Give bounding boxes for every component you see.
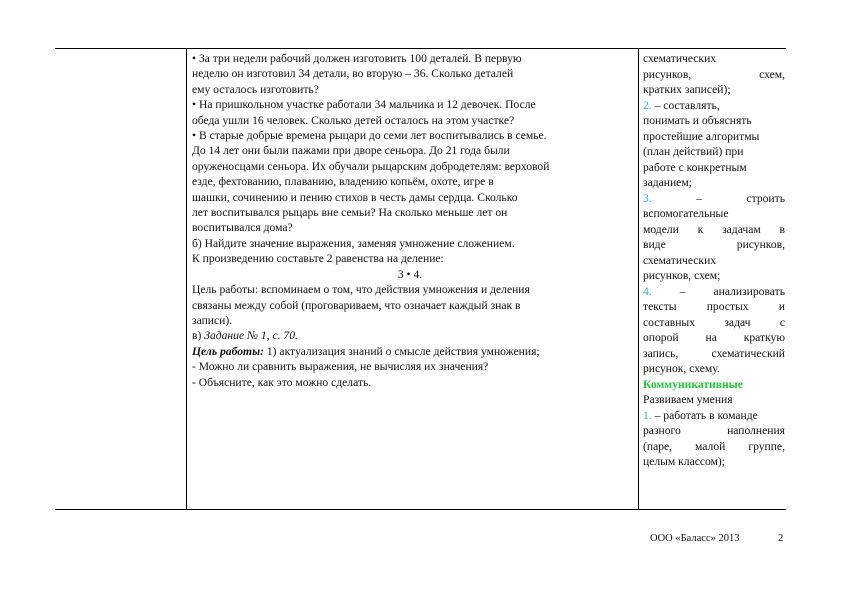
word: в xyxy=(779,222,785,236)
question-line: - Объясните, как это можно сделать. xyxy=(192,375,372,389)
footer-publisher: ООО «Баласс» 2013 xyxy=(650,533,740,544)
word: на xyxy=(705,331,717,344)
item-number: 1. xyxy=(643,408,652,422)
item-number: 2. xyxy=(643,98,652,112)
task-line xyxy=(192,328,628,343)
text-line: записи). xyxy=(192,313,233,327)
skill-line: схематических xyxy=(643,253,717,267)
skill-line: простейшие алгоритмы xyxy=(643,129,760,143)
word: задачам xyxy=(722,222,761,236)
skill-line xyxy=(643,222,785,238)
column-divider-right xyxy=(638,48,639,510)
skill-line xyxy=(643,330,785,346)
text-line: До 14 лет они были пажами при дворе сеньора. До 21 года были xyxy=(192,144,510,158)
skill-line xyxy=(643,315,785,331)
skill-line: заданием; xyxy=(643,176,692,189)
skill-line: (план действий) при xyxy=(643,145,744,158)
word: рисунков, xyxy=(736,238,785,251)
text-line: К произведению составьте 2 равенства на деление: xyxy=(192,252,444,266)
skill-line: кратких записей); xyxy=(643,83,731,96)
word: тексты xyxy=(643,300,677,313)
skills-subheading: Развиваем умения xyxy=(643,393,733,406)
goal-line xyxy=(192,344,628,359)
text-line: оруженосцами сеньора. Их обучали рыцарским добродетелям: верховой xyxy=(192,159,550,173)
word: к xyxy=(697,222,704,236)
text-line: • В старые добрые времена рыцари до семи лет воспитывались в семье. xyxy=(192,129,547,143)
word: наполнения xyxy=(727,424,785,437)
word: схематический xyxy=(711,346,785,360)
lesson-content-column xyxy=(192,51,628,390)
text-line: езде, фехтованию, плаванию, владению копьём, охоте, игре в xyxy=(192,175,494,189)
text-line: воспитывался дома? xyxy=(192,221,293,235)
word: малой xyxy=(695,439,726,453)
skills-column xyxy=(643,51,785,470)
skill-line xyxy=(643,237,785,253)
word: схем, xyxy=(759,67,785,81)
skill-line xyxy=(643,346,785,362)
skill-line xyxy=(643,408,785,424)
text-line: шашки, сочинению и пению стихов в честь дамы сердца. Сколько xyxy=(192,190,518,204)
column-divider-left xyxy=(186,48,187,510)
text-line: лет воспитывался рыцарь вне семьи? На сколько меньше лет он xyxy=(192,206,508,220)
skill-line xyxy=(643,439,785,455)
word: – xyxy=(679,284,686,298)
skill-line: работе с конкретным xyxy=(643,160,747,174)
page-number: 2 xyxy=(778,533,784,544)
goal-text: 1) актуализация знаний о смысле действия умножения; xyxy=(263,344,540,358)
item-number: 4. xyxy=(643,284,652,298)
skill-line xyxy=(643,423,785,439)
word: (паре, xyxy=(643,439,673,453)
word: задач xyxy=(724,315,751,329)
skill-line xyxy=(643,98,785,114)
text-line: неделю он изготовил 34 детали, во вторую – 36. Сколько деталей xyxy=(192,67,514,81)
task-prefix: в) xyxy=(192,329,205,343)
word: запись, xyxy=(643,346,679,360)
word: – xyxy=(696,191,702,205)
skill-line: целым классом); xyxy=(643,455,726,468)
skill-line: схематических xyxy=(643,52,717,65)
skill-line xyxy=(643,191,785,207)
task-reference: Задание № 1, с. 70. xyxy=(204,329,298,343)
word: анализировать xyxy=(713,284,785,298)
word: составных xyxy=(643,315,695,329)
skill-line xyxy=(643,67,785,83)
skill-line xyxy=(643,284,785,300)
word: с xyxy=(779,315,785,329)
word: строить xyxy=(746,191,785,205)
word: модели xyxy=(643,222,679,236)
word: разного xyxy=(643,424,681,437)
question-line: - Можно ли сравнить выражения, не вычисляя их значения? xyxy=(192,360,489,374)
table-top-border xyxy=(55,48,786,49)
formula: 3 • 4. xyxy=(397,267,423,281)
skill-line: рисунков, схем; xyxy=(643,269,721,282)
word: и xyxy=(778,300,785,313)
text-line: ему осталось изготовить? xyxy=(192,82,319,96)
text-line: связаны между собой (проговариваем, что означает каждый знак в xyxy=(192,298,521,312)
word: – работать в команде xyxy=(651,408,758,422)
item-number: 3. xyxy=(643,191,652,205)
word: опорой xyxy=(643,331,679,344)
word: простых xyxy=(706,300,749,313)
table-bottom-border xyxy=(55,509,786,510)
word: виде xyxy=(643,238,666,251)
section-heading-communicative: Коммуникативные xyxy=(643,377,743,391)
skill-line xyxy=(643,299,785,315)
word: рисунков, xyxy=(643,67,692,81)
word: – составлять, xyxy=(651,98,720,112)
text-line: • За три недели рабочий должен изготовить 100 деталей. В первую xyxy=(192,52,522,65)
text-line: обеда ушли 16 человек. Сколько детей осталось на этом участке? xyxy=(192,113,515,127)
word: группе, xyxy=(748,439,785,453)
skill-line: рисунок, схему. xyxy=(643,362,720,375)
skill-line: понимать и объяснять xyxy=(643,114,752,127)
text-line: Цель работы: вспоминаем о том, что действия умножения и деления xyxy=(192,283,530,297)
text-line: • На пришкольном участке работали 34 мальчика и 12 девочек. После xyxy=(192,98,536,112)
text-line: б) Найдите значение выражения, заменяя умножение сложением. xyxy=(192,236,515,250)
word: краткую xyxy=(743,331,785,344)
goal-label: Цель работы: xyxy=(192,344,264,358)
skill-line: вспомогательные xyxy=(643,207,729,220)
